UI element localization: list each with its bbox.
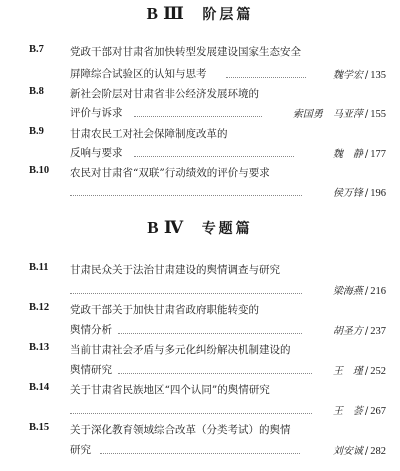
section-header bbox=[0, 218, 400, 238]
entry-page: 267 bbox=[370, 406, 386, 417]
leader-dots bbox=[70, 413, 312, 414]
entry-page: 282 bbox=[370, 446, 386, 457]
leader-dots bbox=[226, 77, 306, 78]
section-code: B Ⅲ bbox=[146, 4, 185, 23]
entry-title-line: 关于深化教育领域综合改革（分类考试）的舆情 bbox=[70, 424, 291, 436]
entry-author: 王 荟 bbox=[332, 406, 363, 417]
leader-dots bbox=[100, 453, 300, 454]
entry-meta: 刘安诚 / 282 bbox=[332, 446, 386, 457]
entry-page: 177 bbox=[370, 149, 386, 160]
entry-code: B.12 bbox=[29, 302, 50, 313]
entry-page: 135 bbox=[370, 70, 386, 81]
entry-title-line: 党政干部关于加快甘肃省政府职能转变的 bbox=[70, 304, 259, 316]
leader-dots bbox=[134, 116, 262, 117]
leader-dots bbox=[134, 156, 294, 157]
leader-dots bbox=[118, 373, 312, 374]
entry-author: 索国勇 马亚萍 bbox=[292, 109, 363, 120]
entry-code: B.7 bbox=[29, 44, 44, 55]
entry-title-line: 农民对甘肃省“双联”行动绩效的评价与要求 bbox=[70, 167, 270, 179]
entry-meta: 王 瑾 / 252 bbox=[332, 366, 386, 377]
entry-page: 196 bbox=[370, 188, 386, 199]
section-title: 阶层篇 bbox=[202, 7, 254, 23]
entry-code: B.11 bbox=[29, 262, 49, 273]
entry-author: 魏 静 bbox=[332, 149, 363, 160]
entry-title-line: 舆情研究 bbox=[70, 364, 112, 376]
entry-page: 155 bbox=[370, 109, 386, 120]
entry-title-line: 屏障综合试验区的认知与思考 bbox=[70, 68, 207, 80]
leader-dots bbox=[118, 333, 302, 334]
entry-code: B.9 bbox=[29, 126, 44, 137]
leader-dots bbox=[70, 293, 302, 294]
entry-title-line: 关于甘肃省民族地区“四个认同”的舆情研究 bbox=[70, 384, 270, 396]
entry-meta: 梁海燕 / 216 bbox=[332, 286, 386, 297]
entry-title-line: 甘肃民众关于法治甘肃建设的舆情调查与研究 bbox=[70, 264, 280, 276]
entry-page: 237 bbox=[370, 326, 386, 337]
entry-author: 魏学宏 bbox=[332, 70, 363, 81]
entry-page: 216 bbox=[370, 286, 386, 297]
entry-title-line: 舆情分析 bbox=[70, 324, 112, 336]
leader-dots bbox=[70, 195, 302, 196]
entry-code: B.15 bbox=[29, 422, 50, 433]
entry-author: 刘安诚 bbox=[332, 446, 363, 457]
section-code: B Ⅳ bbox=[147, 218, 184, 237]
entry-title-line: 党政干部对甘肃省加快转型发展建设国家生态安全 bbox=[70, 46, 301, 58]
entry-title-line: 新社会阶层对甘肃省非公经济发展环境的 bbox=[70, 88, 259, 100]
entry-author: 王 瑾 bbox=[332, 366, 363, 377]
entry-meta: 侯万锋 / 196 bbox=[332, 188, 386, 199]
entry-meta: 王 荟 / 267 bbox=[332, 406, 386, 417]
entry-code: B.14 bbox=[29, 382, 50, 393]
entry-code: B.10 bbox=[29, 165, 50, 176]
section-title: 专题篇 bbox=[201, 221, 253, 237]
entry-title-line: 甘肃农民工对社会保障制度改革的 bbox=[70, 128, 228, 140]
entry-meta: 魏学宏 / 135 bbox=[332, 70, 386, 81]
entry-title-line: 反响与要求 bbox=[70, 147, 123, 159]
entry-title-line: 当前甘肃社会矛盾与多元化纠纷解决机制建设的 bbox=[70, 344, 291, 356]
entry-page: 252 bbox=[370, 366, 386, 377]
section-header bbox=[0, 4, 400, 24]
entry-meta: 索国勇 马亚萍 / 155 bbox=[292, 109, 386, 120]
entry-meta: 胡圣方 / 237 bbox=[332, 326, 386, 337]
entry-title-line: 研究 bbox=[70, 444, 91, 456]
entry-author: 梁海燕 bbox=[332, 286, 363, 297]
entry-code: B.8 bbox=[29, 86, 44, 97]
entry-code: B.13 bbox=[29, 342, 50, 353]
entry-author: 侯万锋 bbox=[332, 188, 363, 199]
entry-title-line: 评价与诉求 bbox=[70, 107, 123, 119]
entry-author: 胡圣方 bbox=[332, 326, 363, 337]
entry-meta: 魏 静 / 177 bbox=[332, 149, 386, 160]
